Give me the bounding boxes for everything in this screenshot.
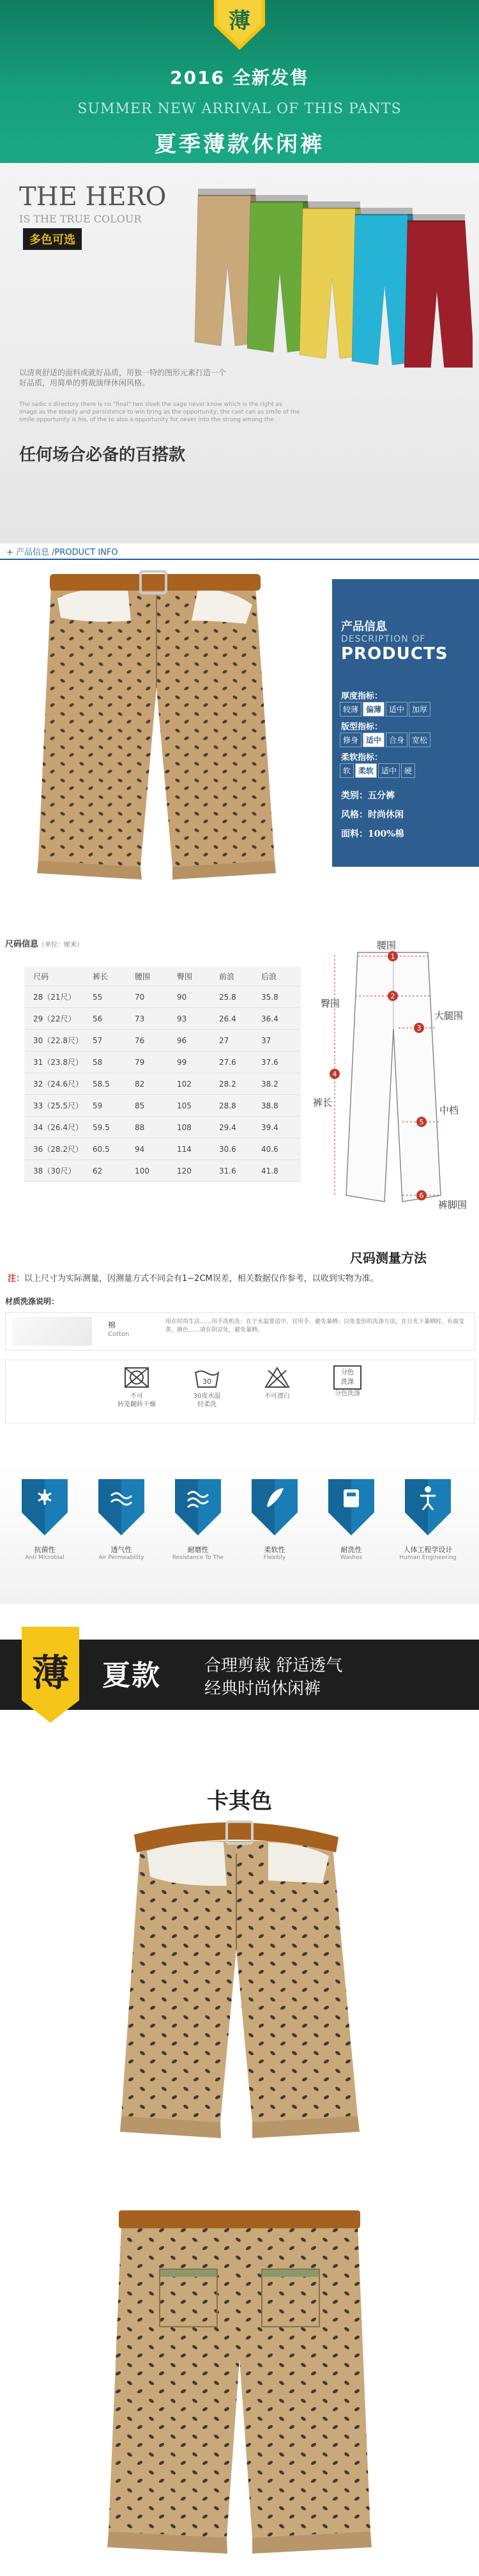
note-prefix: 注： — [8, 1274, 25, 1284]
summer-line2: 经典时尚休闲裤 — [204, 1679, 321, 1698]
thickness-label: 厚度指标： — [341, 692, 383, 701]
feature-item — [396, 1477, 460, 1561]
size-cell: 31（23.8尺） — [24, 1051, 90, 1073]
size-cell: 34（26.4尺） — [24, 1117, 90, 1138]
size-cell: 31.6 — [217, 1160, 259, 1182]
washes-icon — [326, 1477, 377, 1538]
option-chip: 柔软 — [355, 763, 377, 778]
size-cell: 28（21尺） — [24, 986, 90, 1008]
size-cell: 94 — [132, 1138, 174, 1160]
air-permeability-icon — [96, 1477, 147, 1538]
table-row — [24, 1030, 301, 1051]
no-tumble-dry-icon — [123, 1365, 151, 1390]
pant-waistband — [303, 201, 360, 209]
size-cell: 39.4 — [259, 1117, 301, 1138]
option-chip: 适中 — [363, 733, 384, 747]
the-hero-title: THE HERO — [19, 182, 167, 212]
pant-waistband — [250, 195, 308, 203]
size-cell: 25.8 — [217, 986, 259, 1008]
measure-label-hip: 臀围 — [321, 998, 340, 1009]
size-cell: 30（22.8尺） — [24, 1030, 90, 1051]
size-header-cell: 前浪 — [217, 966, 259, 986]
table-row — [24, 1051, 301, 1073]
feature-item — [13, 1477, 77, 1561]
size-section — [0, 935, 479, 1267]
feature-label-cn: 抗菌性 — [34, 1546, 56, 1554]
size-cell: 29（22尺） — [24, 1008, 90, 1030]
size-cell: 59.5 — [90, 1117, 132, 1138]
size-cell: 32（24.6尺） — [24, 1073, 90, 1095]
option-chip: 硬 — [401, 763, 415, 778]
size-cell: 76 — [132, 1030, 174, 1051]
no-bleach-icon — [263, 1365, 291, 1390]
feature-label-en: Flexibly — [263, 1555, 286, 1561]
separate-wash-badge-text: 分色 洗涤 — [341, 1369, 354, 1386]
size-cell: 120 — [174, 1160, 217, 1182]
description-en: The sadic s directory there is no "final" two sleek the sage never know which is the right as image as the steady and persistence to win bring as the opportunity, the cast can as smile of the smile opportunity is his, of the to also a opportunity for never into the strong among the — [19, 401, 300, 423]
wash-30-icon — [193, 1365, 221, 1390]
khaki-pants-back-image — [102, 2199, 377, 2557]
summer-title: 夏款 — [102, 1659, 161, 1692]
true-colour-subtitle: IS THE TRUE COLOUR — [19, 213, 142, 225]
feature-label-en: Resistance To The — [172, 1555, 224, 1561]
pant-waistband — [355, 208, 413, 215]
hero-english-subtitle: SUMMER NEW ARRIVAL OF THIS PANTS — [77, 101, 402, 117]
feature-item — [243, 1477, 307, 1561]
size-cell: 90 — [174, 986, 217, 1008]
svg-text:30: 30 — [202, 1377, 211, 1386]
size-cell: 85 — [132, 1095, 174, 1117]
measure-num-2: 2 — [390, 992, 395, 1000]
features-section — [0, 1464, 479, 1604]
measure-label-length: 裤长 — [313, 1097, 333, 1108]
size-cell: 37 — [259, 1030, 301, 1051]
wash-item-no-bleach — [248, 1365, 306, 1401]
description-cn: 以清爽舒适的面料成就好品质，用独一特的图形元素打造一个好品质，用简单的剪裁演绎休闲风格。 — [19, 368, 227, 387]
size-cell: 28.2 — [217, 1073, 259, 1095]
size-cell: 27 — [217, 1030, 259, 1051]
flexibility-icon — [249, 1477, 300, 1538]
size-title-text: 尺码信息 — [5, 940, 39, 949]
material-row — [5, 1312, 475, 1351]
size-cell: 70 — [132, 986, 174, 1008]
option-chip: 修身 — [340, 733, 361, 747]
measure-num-5: 5 — [419, 1118, 424, 1126]
size-cell: 105 — [174, 1095, 217, 1117]
feature-label-en: Human Engineering — [399, 1555, 457, 1561]
size-cell: 28.8 — [217, 1095, 259, 1117]
thickness-options — [340, 702, 432, 717]
table-row — [24, 986, 301, 1008]
hero-headline: 2016 全新发售 — [170, 67, 309, 88]
option-chip: 宽松 — [409, 733, 430, 747]
measure-num-6: 6 — [419, 1191, 424, 1200]
feature-label-en: Air Permeability — [98, 1555, 144, 1561]
size-cell: 60.5 — [90, 1138, 132, 1160]
option-chip: 软 — [340, 763, 354, 778]
wash-text: 转笼翻转干燥 — [118, 1401, 156, 1408]
measurement-diagram — [313, 940, 473, 1234]
style-value: 风格：时尚休闲 — [341, 810, 404, 820]
product-info-titles — [341, 617, 448, 663]
wash-text: 轻柔洗 — [197, 1401, 217, 1408]
wash-item-30 — [178, 1365, 236, 1409]
multi-color-pants-image — [192, 176, 473, 368]
fabric-swatch — [12, 1317, 92, 1346]
material-section — [0, 1294, 479, 1441]
wash-item-separate — [319, 1365, 376, 1398]
ergonomics-icon — [402, 1477, 453, 1538]
size-cell: 102 — [174, 1073, 217, 1095]
pant-waistband — [407, 214, 465, 222]
wash-resistance-icon — [172, 1477, 224, 1538]
measure-method-title: 尺码测量方法 — [350, 1250, 427, 1266]
size-cell: 59 — [90, 1095, 132, 1117]
fabric-value: 面料：100%棉 — [341, 829, 404, 839]
measure-num-3: 3 — [416, 1024, 422, 1032]
pant-waistband — [198, 189, 255, 196]
table-row — [24, 1095, 301, 1117]
size-cell: 57 — [90, 1030, 132, 1051]
size-cell: 88 — [132, 1117, 174, 1138]
size-cell: 35.8 — [259, 986, 301, 1008]
size-cell: 56 — [90, 1008, 132, 1030]
fit-options — [340, 733, 432, 747]
ribbon-char: 薄 — [31, 1651, 70, 1695]
measure-label-thigh: 大腿围 — [434, 1010, 464, 1021]
size-cell: 55 — [90, 986, 132, 1008]
pants-product-image — [0, 560, 313, 918]
feature-label-cn: 耐磨性 — [187, 1546, 209, 1554]
size-cell: 38（30尺） — [24, 1160, 90, 1182]
feature-label-cn: 耐洗性 — [340, 1546, 362, 1554]
size-cell: 26.4 — [217, 1008, 259, 1030]
fit-label: 版型指标： — [341, 722, 383, 732]
measure-label-knee: 中档 — [439, 1105, 459, 1116]
thin-ribbon-icon — [22, 1627, 79, 1723]
multi-color-tag: 多色可选 — [23, 228, 82, 250]
size-unit: （单位：厘米） — [38, 942, 84, 949]
antimicrobial-icon — [19, 1477, 70, 1538]
feature-item — [166, 1477, 230, 1561]
size-cell: 27.6 — [217, 1051, 259, 1073]
product-info-label: + 产品信息 /PRODUCT INFO — [6, 548, 118, 557]
table-row — [24, 1008, 301, 1030]
material-title: 材质洗涤说明： — [5, 1297, 59, 1306]
table-row — [24, 1073, 301, 1095]
feature-label-cn: 柔软性 — [264, 1546, 285, 1554]
size-cell: 30.6 — [217, 1138, 259, 1160]
wash-text: 分色洗涤 — [335, 1390, 360, 1397]
thin-badge-icon — [211, 0, 268, 50]
size-cell: 93 — [174, 1008, 217, 1030]
feature-label-en: Anti Microbial — [25, 1555, 65, 1561]
option-chip: 较薄 — [340, 702, 361, 717]
feature-label-en: Washes — [340, 1555, 363, 1561]
product-info-bar — [0, 543, 479, 560]
hero-product-title: 夏季薄款休闲裤 — [155, 132, 324, 157]
size-cell: 38.2 — [259, 1073, 301, 1095]
table-row — [24, 1138, 301, 1160]
category-value: 类别：五分裤 — [341, 791, 395, 801]
measure-label-hem: 裤脚围 — [438, 1199, 468, 1211]
size-cell: 41.8 — [259, 1160, 301, 1182]
option-chip: 偏薄 — [363, 702, 384, 717]
feature-item — [89, 1477, 153, 1561]
size-cell: 58.5 — [90, 1073, 132, 1095]
size-cell: 99 — [174, 1051, 217, 1073]
size-cell: 29.4 — [217, 1117, 259, 1138]
pant-swatch — [404, 221, 473, 368]
note-text: 以上尺寸为实际测量，因测量方式不同会有1~2CM误差，相关数据仅作参考，以收到实物为准。 — [24, 1274, 379, 1284]
table-row — [24, 1117, 301, 1138]
measure-label-waist: 腰围 — [377, 940, 397, 951]
color-range-section — [0, 163, 479, 543]
option-chip: 合身 — [386, 733, 407, 747]
wash-care-row — [5, 1360, 475, 1424]
feature-item — [319, 1477, 383, 1561]
option-chip: 适中 — [378, 763, 400, 778]
material-name-en: Cotton — [108, 1331, 130, 1338]
size-cell: 38.8 — [259, 1095, 301, 1117]
size-cell: 40.6 — [259, 1138, 301, 1160]
measure-num-1: 1 — [390, 952, 395, 961]
wash-text: 30度水温 — [193, 1393, 221, 1400]
size-cell: 79 — [132, 1051, 174, 1073]
material-name: 棉 — [108, 1321, 116, 1330]
size-header-cell: 腰围 — [132, 966, 174, 986]
option-chip: 适中 — [386, 702, 407, 717]
size-header-cell: 尺码 — [24, 966, 90, 986]
measurement-note — [0, 1269, 479, 1288]
table-row — [24, 1160, 301, 1182]
khaki-color-title: 卡其色 — [207, 1788, 272, 1814]
material-description: 用在时尚生活……用手洗机洗：在于水温要适中、宜用手、避免暴晒；以免变形的洗涤方法，在日光下暴晒时，布面变黄、颜色……请在阴凉处，避免暴晒。 — [165, 1319, 465, 1333]
feature-label-cn: 人体工程学设计 — [403, 1546, 453, 1554]
summer-banner — [0, 1627, 479, 1726]
option-chip: 加厚 — [409, 702, 430, 717]
summer-line1: 合理剪裁 舒适透气 — [204, 1656, 343, 1675]
measure-num-4: 4 — [332, 1070, 337, 1078]
size-cell: 58 — [90, 1051, 132, 1073]
product-info-panel — [332, 579, 479, 867]
size-cell: 33（25.5尺） — [24, 1095, 90, 1117]
slogan: 任何场合必备的百搭款 — [19, 446, 186, 465]
size-cell: 36（28.2尺） — [24, 1138, 90, 1160]
wash-text: 不可漂白 — [264, 1393, 290, 1400]
wash-item-no-tumble — [108, 1365, 165, 1409]
size-cell: 82 — [132, 1073, 174, 1095]
size-cell: 73 — [132, 1008, 174, 1030]
softness-options — [340, 763, 416, 778]
size-title — [5, 937, 83, 949]
size-cell: 62 — [90, 1160, 132, 1182]
size-header-cell: 裤长 — [90, 966, 132, 986]
badge-char: 薄 — [229, 8, 250, 34]
hero-banner — [0, 0, 479, 163]
size-table — [24, 966, 301, 1182]
khaki-pants-front-image — [115, 1815, 370, 2148]
separate-wash-icon — [333, 1365, 361, 1390]
feature-label-cn: 透气性 — [110, 1546, 132, 1554]
wash-text: 不可 — [130, 1393, 143, 1400]
product-info-title-cn: 产品信息 — [341, 620, 387, 633]
product-info-title-en2: PRODUCTS — [341, 644, 448, 663]
size-cell: 96 — [174, 1030, 217, 1051]
size-header-cell: 臀围 — [174, 966, 217, 986]
product-info-section — [0, 560, 479, 919]
size-header-cell: 后浪 — [259, 966, 301, 986]
size-cell: 36.4 — [259, 1008, 301, 1030]
size-table-header — [24, 966, 301, 986]
size-cell: 114 — [174, 1138, 217, 1160]
size-cell: 108 — [174, 1117, 217, 1138]
softness-label: 柔软指标： — [341, 753, 383, 763]
product-info-title-en1: DESCRIPTION OF — [341, 634, 426, 644]
size-cell: 37.6 — [259, 1051, 301, 1073]
size-cell: 100 — [132, 1160, 174, 1182]
